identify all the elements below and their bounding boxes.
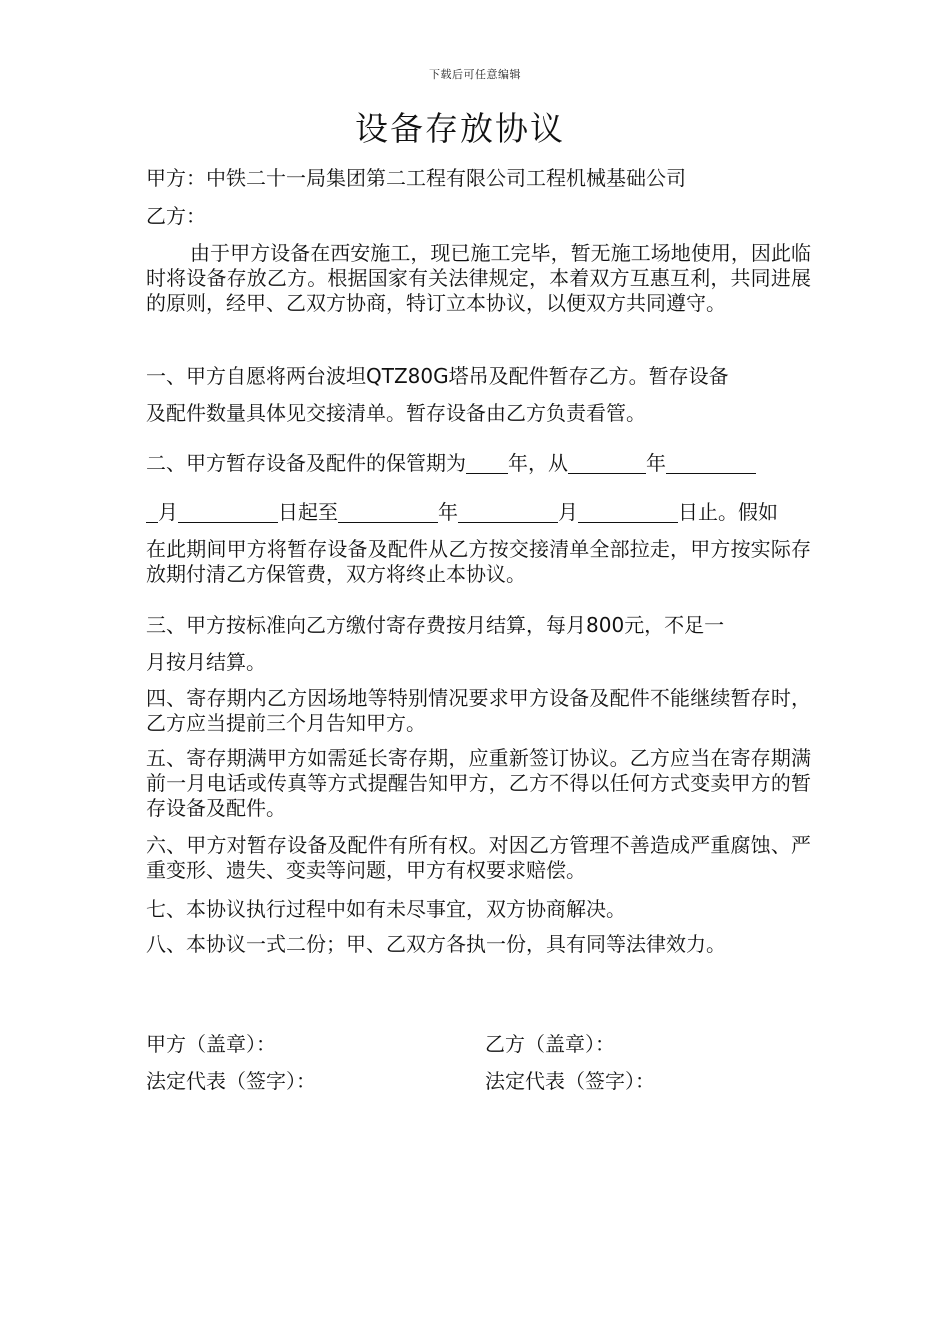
clause-1-text-a: 一、甲方自愿将两台波坦 bbox=[146, 364, 366, 388]
party-a-line: 甲方：中铁二十一局集团第二工程有限公司工程机械基础公司 bbox=[146, 166, 686, 190]
clause-4: 四、寄存期内乙方因场地等特别情况要求甲方设备及配件不能继续暂存时，乙方应当提前三个月告知甲方。 bbox=[146, 686, 811, 735]
clause-2-seg-2: 年，从 bbox=[508, 451, 568, 475]
blank-end-year bbox=[338, 502, 438, 523]
blank-end-month bbox=[458, 502, 558, 523]
document-title: 设备存放协议 bbox=[355, 109, 565, 148]
preamble-paragraph: 由于甲方设备在西安施工，现已施工完毕，暂无施工场地使用，因此临时将设备存放乙方。根据国家有关法律规定，本着双方互惠互利，共同进展的原则，经甲、乙双方协商，特订立本协议，以便双方共同遵守。 bbox=[146, 241, 811, 315]
clause-8: 八、本协议一式二份；甲、乙双方各执一份，具有同等法律效力。 bbox=[146, 932, 726, 956]
blank-start-year bbox=[568, 453, 646, 474]
party-b-representative-label: 法定代表（签字）： bbox=[485, 1069, 655, 1093]
crane-model: QTZ80G bbox=[366, 364, 449, 388]
blank-start-month-b bbox=[146, 502, 158, 523]
party-b-line: 乙方： bbox=[146, 204, 206, 228]
clause-1-text-b: 塔吊及配件暂存乙方。暂存设备 bbox=[448, 364, 729, 388]
clause-3-text-b: 元，不足一 bbox=[624, 613, 725, 637]
clause-2-line-2 bbox=[146, 499, 816, 525]
clause-2-seg-1: 二、甲方暂存设备及配件的保管期为 bbox=[146, 451, 466, 475]
clause-7: 七、本协议执行过程中如有未尽事宜，双方协商解决。 bbox=[146, 897, 626, 921]
clause-2-seg-8: 日止。假如 bbox=[678, 500, 778, 524]
clause-5: 五、寄存期满甲方如需延长寄存期，应重新签订协议。乙方应当在寄存期满前一月电话或传真等方式提醒告知甲方，乙方不得以任何方式变卖甲方的暂存设备及配件。 bbox=[146, 746, 811, 820]
blank-start-day bbox=[178, 502, 278, 523]
party-b-seal-label: 乙方（盖章）： bbox=[485, 1032, 615, 1056]
clause-6: 六、甲方对暂存设备及配件有所有权。对因乙方管理不善造成严重腐蚀、严重变形、遗失、变卖等问题，甲方有权要求赔偿。 bbox=[146, 833, 811, 882]
blank-period-years bbox=[466, 453, 508, 474]
blank-start-month-a bbox=[666, 453, 756, 474]
clause-3-line-2: 月按月结算。 bbox=[146, 650, 266, 674]
clause-2-rest: 在此期间甲方将暂存设备及配件从乙方按交接清单全部拉走，甲方按实际存放期付清乙方保管费，双方将终止本协议。 bbox=[146, 537, 811, 586]
party-a-representative-label: 法定代表（签字）： bbox=[146, 1069, 316, 1093]
clause-2-seg-4: 月 bbox=[158, 500, 178, 524]
monthly-fee-amount: 800 bbox=[586, 613, 625, 637]
clause-2-seg-6: 年 bbox=[438, 500, 458, 524]
clause-2-seg-5: 日起至 bbox=[278, 500, 338, 524]
clause-2-seg-7: 月 bbox=[558, 500, 578, 524]
party-a-seal-label: 甲方（盖章）： bbox=[146, 1032, 276, 1056]
header-note: 下载后可任意编辑 bbox=[429, 68, 521, 81]
clause-3-text-a: 三、甲方按标准向乙方缴付寄存费按月结算，每月 bbox=[146, 613, 586, 637]
clause-3-line-1 bbox=[146, 612, 816, 638]
clause-2-seg-3: 年 bbox=[646, 451, 666, 475]
clause-1-line-1 bbox=[146, 363, 816, 389]
clause-1-line-2: 及配件数量具体见交接清单。暂存设备由乙方负责看管。 bbox=[146, 401, 646, 425]
clause-2-line-1 bbox=[146, 450, 816, 476]
blank-end-day bbox=[578, 502, 678, 523]
